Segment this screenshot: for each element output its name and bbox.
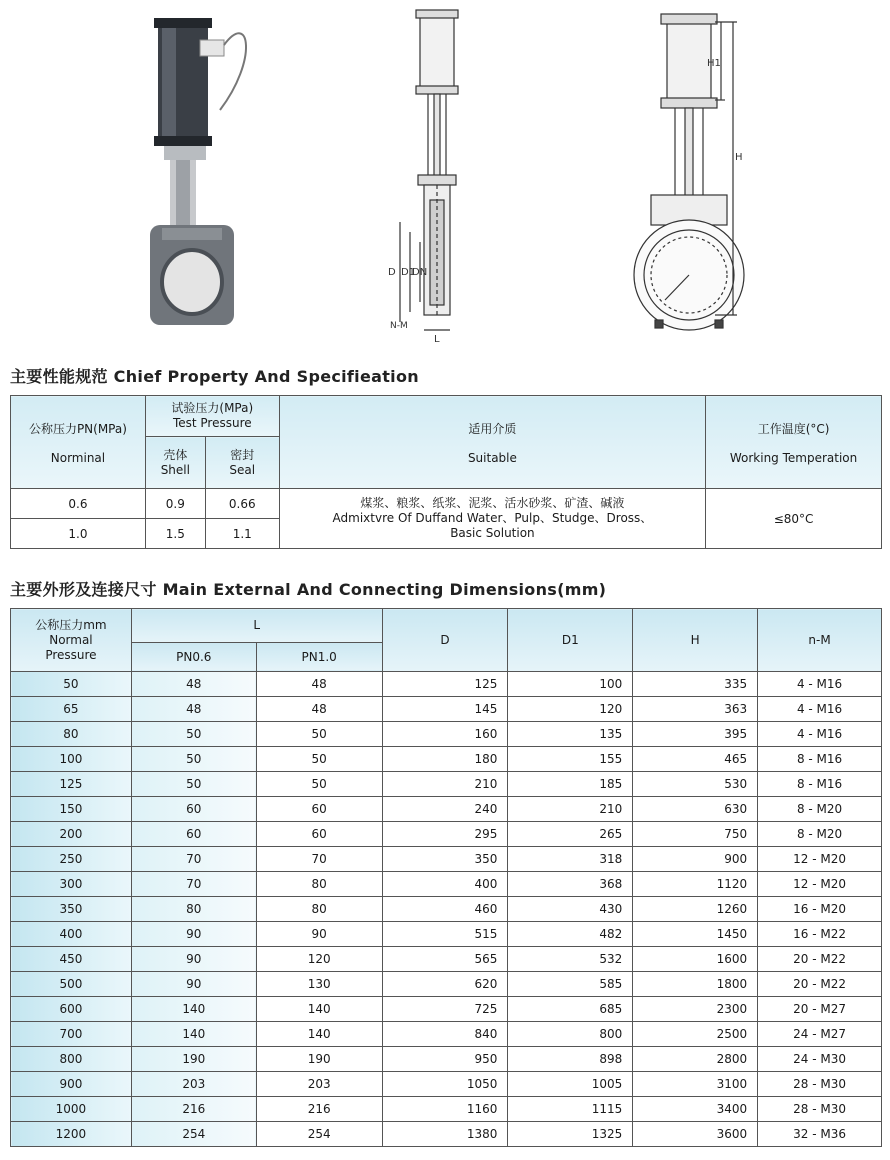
dims-cell-d1: 1115 <box>508 1097 633 1122</box>
dims-cell-l-pn06: 80 <box>131 897 256 922</box>
dims-cell-h: 335 <box>633 672 758 697</box>
dims-cell-l-pn06: 50 <box>131 722 256 747</box>
dims-cell-dn: 450 <box>11 947 132 972</box>
dims-cell-d: 295 <box>382 822 508 847</box>
dims-head-pn10: PN1.0 <box>256 642 382 671</box>
dims-cell-d: 1050 <box>382 1072 508 1097</box>
dims-title: 主要外形及连接尺寸 Main External And Connecting Dimensions(mm) <box>10 580 607 599</box>
spec-head-nominal-en: Norminal <box>50 450 106 465</box>
dims-cell-nm: 8 - M20 <box>758 822 882 847</box>
dims-cell-h: 1600 <box>633 947 758 972</box>
dims-cell-l-pn10: 50 <box>256 772 382 797</box>
dims-cell-l-pn10: 190 <box>256 1047 382 1072</box>
dims-cell-dn: 65 <box>11 697 132 722</box>
spec-head-test-en: Test Pressure <box>172 416 252 430</box>
dims-cell-l-pn10: 140 <box>256 997 382 1022</box>
spec-head-seal-cn: 密封 <box>230 447 255 462</box>
dims-cell-l-pn10: 203 <box>256 1072 382 1097</box>
dims-cell-l-pn10: 90 <box>256 922 382 947</box>
front-label-h1: H1 <box>707 58 721 69</box>
dims-cell-d1: 1325 <box>508 1122 633 1147</box>
dims-cell-l-pn06: 216 <box>131 1097 256 1122</box>
dims-cell-h: 465 <box>633 747 758 772</box>
dims-cell-l-pn06: 140 <box>131 1022 256 1047</box>
dims-cell-d1: 100 <box>508 672 633 697</box>
dims-cell-nm: 16 - M22 <box>758 922 882 947</box>
dims-cell-dn: 600 <box>11 997 132 1022</box>
table-row <box>11 672 882 697</box>
dims-cell-d1: 898 <box>508 1047 633 1072</box>
spec-head-test-cn: 试验压力(MPa) <box>171 401 254 415</box>
dims-cell-nm: 8 - M16 <box>758 747 882 772</box>
dims-cell-l-pn10: 80 <box>256 897 382 922</box>
spec-head-suitable <box>279 396 705 489</box>
dims-cell-dn: 800 <box>11 1047 132 1072</box>
side-label-nm: N-M <box>390 321 408 331</box>
dims-head-nominal-en1: Normal <box>49 632 93 647</box>
dims-head-nominal <box>11 609 132 672</box>
dims-cell-dn: 50 <box>11 672 132 697</box>
spec-row-shell: 0.9 <box>145 489 205 519</box>
spec-suitable-en2: Basic Solution <box>450 526 535 540</box>
dims-cell-d: 145 <box>382 697 508 722</box>
dims-cell-d1: 430 <box>508 897 633 922</box>
dims-cell-l-pn06: 70 <box>131 847 256 872</box>
dims-cell-d: 515 <box>382 922 508 947</box>
dims-cell-nm: 28 - M30 <box>758 1072 882 1097</box>
dims-cell-d1: 265 <box>508 822 633 847</box>
table-row <box>11 1022 882 1047</box>
front-view-drawing <box>625 0 755 345</box>
dims-cell-h: 1800 <box>633 972 758 997</box>
side-label-l: L <box>434 334 440 345</box>
spec-row-pn: 1.0 <box>11 519 146 549</box>
dims-cell-l-pn10: 48 <box>256 697 382 722</box>
dims-cell-l-pn06: 203 <box>131 1072 256 1097</box>
dims-cell-dn: 700 <box>11 1022 132 1047</box>
dims-cell-d: 620 <box>382 972 508 997</box>
dims-cell-l-pn06: 50 <box>131 747 256 772</box>
dims-cell-d: 950 <box>382 1047 508 1072</box>
table-row <box>11 1122 882 1147</box>
dims-cell-l-pn10: 60 <box>256 797 382 822</box>
dims-cell-d: 125 <box>382 672 508 697</box>
side-label-d1: D1 <box>401 267 416 278</box>
dims-cell-h: 750 <box>633 822 758 847</box>
spec-head-temp-cn: 工作温度(°C) <box>757 421 830 436</box>
dims-cell-d1: 135 <box>508 722 633 747</box>
table-row <box>11 772 882 797</box>
dims-cell-d1: 185 <box>508 772 633 797</box>
spec-head-test <box>145 396 279 437</box>
spec-head-nominal-cn: 公称压力PN(MPa) <box>28 421 127 436</box>
dims-cell-l-pn06: 90 <box>131 972 256 997</box>
dims-cell-h: 1450 <box>633 922 758 947</box>
dims-cell-h: 2300 <box>633 997 758 1022</box>
dims-cell-nm: 28 - M30 <box>758 1097 882 1122</box>
dims-cell-l-pn10: 50 <box>256 722 382 747</box>
dims-cell-dn: 200 <box>11 822 132 847</box>
dims-cell-d1: 482 <box>508 922 633 947</box>
dims-cell-nm: 24 - M30 <box>758 1047 882 1072</box>
dims-cell-l-pn10: 70 <box>256 847 382 872</box>
spec-head-nominal <box>11 396 146 489</box>
spec-table <box>10 395 882 549</box>
dims-cell-d: 840 <box>382 1022 508 1047</box>
spec-suitable-cell <box>279 489 705 549</box>
dims-cell-h: 395 <box>633 722 758 747</box>
dims-cell-l-pn10: 80 <box>256 872 382 897</box>
dims-head-nominal-en2: Pressure <box>45 647 97 662</box>
dims-cell-l-pn10: 140 <box>256 1022 382 1047</box>
dims-cell-l-pn06: 190 <box>131 1047 256 1072</box>
dims-cell-dn: 300 <box>11 872 132 897</box>
dims-cell-d: 160 <box>382 722 508 747</box>
table-row <box>11 847 882 872</box>
table-row <box>11 822 882 847</box>
table-row <box>11 722 882 747</box>
dims-cell-d1: 120 <box>508 697 633 722</box>
dims-cell-d1: 318 <box>508 847 633 872</box>
spec-suitable-cn: 煤浆、粮浆、纸浆、泥浆、活水砂浆、矿渣、碱液 <box>360 496 625 510</box>
dims-cell-d: 725 <box>382 997 508 1022</box>
side-section-drawing <box>370 0 480 345</box>
dims-cell-l-pn10: 60 <box>256 822 382 847</box>
spec-temp-cell: ≤80°C <box>706 489 882 549</box>
dims-cell-d1: 685 <box>508 997 633 1022</box>
dims-cell-nm: 8 - M20 <box>758 797 882 822</box>
dims-cell-l-pn10: 120 <box>256 947 382 972</box>
dims-cell-h: 530 <box>633 772 758 797</box>
dims-cell-l-pn06: 254 <box>131 1122 256 1147</box>
dims-cell-l-pn06: 140 <box>131 997 256 1022</box>
dims-head-h: H <box>633 609 758 672</box>
dims-cell-nm: 20 - M22 <box>758 947 882 972</box>
dims-head-nominal-cn: 公称压力mm <box>35 617 107 632</box>
dims-cell-nm: 4 - M16 <box>758 697 882 722</box>
dims-cell-d: 400 <box>382 872 508 897</box>
dims-cell-d: 350 <box>382 847 508 872</box>
dims-cell-dn: 250 <box>11 847 132 872</box>
dims-cell-nm: 8 - M16 <box>758 772 882 797</box>
dims-cell-dn: 900 <box>11 1072 132 1097</box>
dims-cell-l-pn06: 48 <box>131 672 256 697</box>
dims-cell-l-pn06: 90 <box>131 947 256 972</box>
dims-head-nm: n-M <box>758 609 882 672</box>
side-label-dn: DN <box>412 267 428 278</box>
dims-cell-d: 180 <box>382 747 508 772</box>
spec-head-seal <box>205 437 279 489</box>
dims-head-d: D <box>382 609 508 672</box>
table-row <box>11 872 882 897</box>
dims-cell-nm: 12 - M20 <box>758 872 882 897</box>
dims-cell-dn: 80 <box>11 722 132 747</box>
dims-cell-h: 2500 <box>633 1022 758 1047</box>
dims-cell-dn: 100 <box>11 747 132 772</box>
table-row <box>11 697 882 722</box>
dims-cell-h: 2800 <box>633 1047 758 1072</box>
dims-body <box>11 672 882 1147</box>
dims-cell-h: 1120 <box>633 872 758 897</box>
dims-head-pn06: PN0.6 <box>131 642 256 671</box>
table-row <box>11 947 882 972</box>
dims-cell-l-pn10: 254 <box>256 1122 382 1147</box>
dims-cell-d: 210 <box>382 772 508 797</box>
dims-cell-h: 363 <box>633 697 758 722</box>
table-row <box>11 997 882 1022</box>
dims-cell-dn: 400 <box>11 922 132 947</box>
dims-cell-h: 630 <box>633 797 758 822</box>
front-label-h: H <box>735 152 743 163</box>
dims-head-d1: D1 <box>508 609 633 672</box>
spec-suitable-en1: Admixtvre Of Duffand Water、Pulp、Studge、Dross、 <box>332 511 653 525</box>
dims-cell-d1: 368 <box>508 872 633 897</box>
dims-cell-dn: 1000 <box>11 1097 132 1122</box>
table-row <box>11 972 882 997</box>
dims-cell-h: 3400 <box>633 1097 758 1122</box>
spec-row-seal: 1.1 <box>205 519 279 549</box>
dims-cell-nm: 20 - M22 <box>758 972 882 997</box>
dims-cell-d1: 585 <box>508 972 633 997</box>
dims-cell-dn: 1200 <box>11 1122 132 1147</box>
dims-cell-dn: 500 <box>11 972 132 997</box>
dims-cell-d1: 1005 <box>508 1072 633 1097</box>
dims-cell-d: 460 <box>382 897 508 922</box>
spec-title: 主要性能规范 Chief Property And Specifieation <box>10 367 419 386</box>
table-row <box>11 1072 882 1097</box>
dims-cell-nm: 12 - M20 <box>758 847 882 872</box>
dims-cell-d1: 155 <box>508 747 633 772</box>
spec-head-seal-en: Seal <box>229 462 256 477</box>
dims-cell-l-pn10: 50 <box>256 747 382 772</box>
spec-head-shell <box>145 437 205 489</box>
dims-cell-l-pn10: 216 <box>256 1097 382 1122</box>
spec-head-temp-en: Working Temperation <box>729 450 858 465</box>
dims-cell-d: 1160 <box>382 1097 508 1122</box>
valve-photo-icon <box>140 0 260 340</box>
dims-cell-l-pn06: 50 <box>131 772 256 797</box>
dims-cell-nm: 4 - M16 <box>758 672 882 697</box>
table-row <box>11 922 882 947</box>
table-row <box>11 1047 882 1072</box>
figures-area <box>0 0 890 350</box>
dims-cell-l-pn06: 60 <box>131 797 256 822</box>
dims-cell-l-pn06: 90 <box>131 922 256 947</box>
dims-cell-nm: 32 - M36 <box>758 1122 882 1147</box>
dims-cell-d1: 210 <box>508 797 633 822</box>
dims-cell-h: 3600 <box>633 1122 758 1147</box>
dims-cell-d1: 532 <box>508 947 633 972</box>
spec-head-shell-en: Shell <box>160 462 190 477</box>
spec-row-shell: 1.5 <box>145 519 205 549</box>
dims-cell-h: 1260 <box>633 897 758 922</box>
dims-cell-l-pn06: 60 <box>131 822 256 847</box>
spec-head-suitable-en: Suitable <box>467 450 517 465</box>
dims-cell-d: 240 <box>382 797 508 822</box>
dims-cell-l-pn06: 70 <box>131 872 256 897</box>
spec-row-seal: 0.66 <box>205 489 279 519</box>
spec-head-suitable-cn: 适用介质 <box>468 421 517 436</box>
dims-cell-dn: 350 <box>11 897 132 922</box>
dims-cell-dn: 125 <box>11 772 132 797</box>
table-row <box>11 1097 882 1122</box>
dims-cell-d: 565 <box>382 947 508 972</box>
dims-table <box>10 608 882 1147</box>
spec-head-temp <box>706 396 882 489</box>
dims-cell-h: 3100 <box>633 1072 758 1097</box>
dims-cell-nm: 20 - M27 <box>758 997 882 1022</box>
table-row <box>11 747 882 772</box>
dims-cell-l-pn10: 48 <box>256 672 382 697</box>
dims-cell-h: 900 <box>633 847 758 872</box>
dims-cell-nm: 4 - M16 <box>758 722 882 747</box>
dims-cell-nm: 16 - M20 <box>758 897 882 922</box>
dims-cell-d: 1380 <box>382 1122 508 1147</box>
dims-cell-l-pn10: 130 <box>256 972 382 997</box>
dims-head-l: L <box>131 609 382 643</box>
dims-cell-nm: 24 - M27 <box>758 1022 882 1047</box>
side-label-d: D <box>388 267 396 278</box>
spec-row-pn: 0.6 <box>11 489 146 519</box>
table-row <box>11 797 882 822</box>
dims-cell-d1: 800 <box>508 1022 633 1047</box>
dims-cell-l-pn06: 48 <box>131 697 256 722</box>
table-row <box>11 897 882 922</box>
spec-head-shell-cn: 壳体 <box>163 447 188 462</box>
dims-cell-dn: 150 <box>11 797 132 822</box>
